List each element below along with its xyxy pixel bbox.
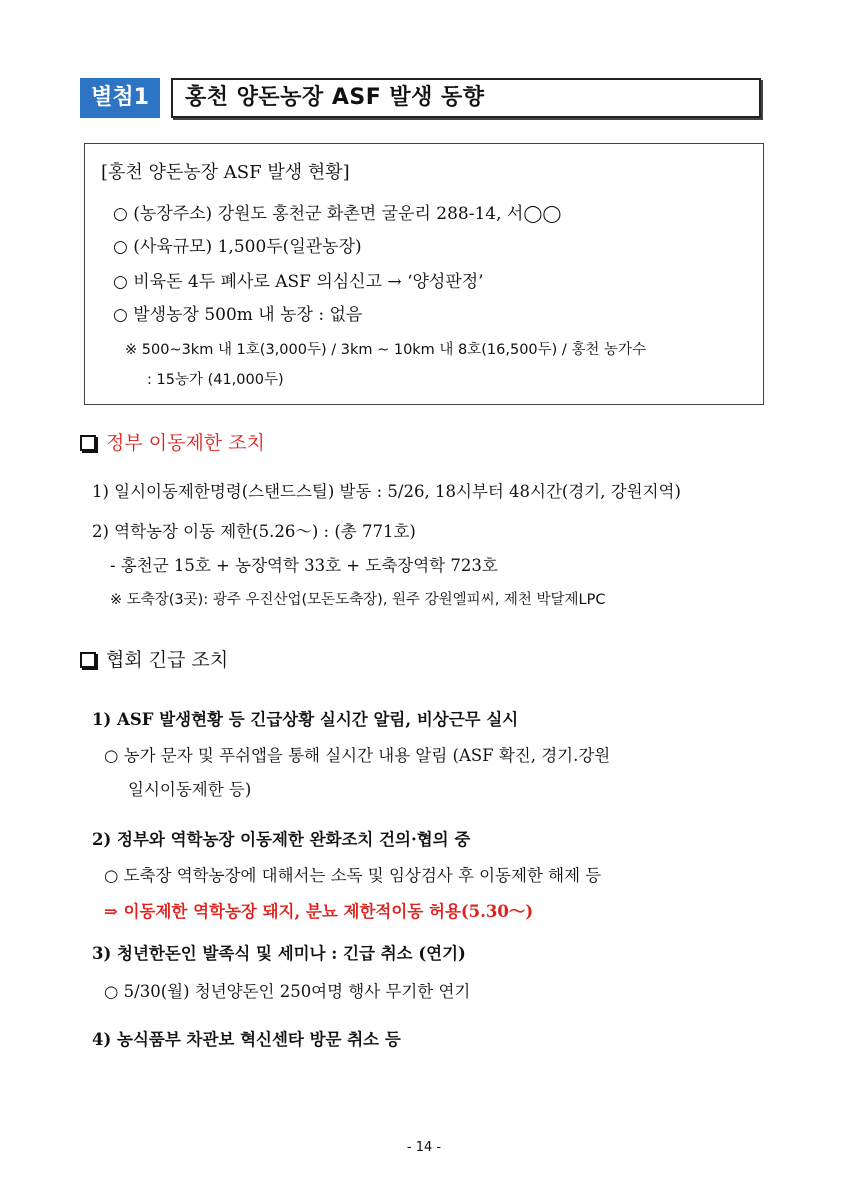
section-heading-government xyxy=(80,428,265,455)
association-item-1-line: ○ 농가 문자 및 푸쉬앱을 통해 실시간 내용 알림 (ASF 확진, 경기.강원 xyxy=(104,746,611,765)
summary-box xyxy=(84,143,764,405)
checkbox-square-icon xyxy=(80,652,96,668)
association-item-3-title: 3) 청년한돈인 발족식 및 세미나 : 긴급 취소 (연기) xyxy=(92,944,466,963)
slaughterhouse-note: ※ 도축장(3곳): 광주 우진산업(모돈도축장), 원주 강원엘피씨, 제천 박달제LPC xyxy=(110,592,606,608)
association-item-2-title: 2) 정부와 역학농장 이동제한 완화조치 건의·협의 중 xyxy=(92,830,471,849)
summary-item: ○ 발생농장 500m 내 농장 : 없음 xyxy=(113,305,363,325)
page-title: 홍천 양돈농장 ASF 발생 동향 xyxy=(185,85,485,110)
government-measure-2-detail: - 홍천군 15호 + 농장역학 33호 + 도축장역학 723호 xyxy=(110,556,498,575)
association-item-4-title: 4) 농식품부 차관보 혁신센타 방문 취소 등 xyxy=(92,1030,401,1049)
summary-item: ○ (사육규모) 1,500두(일관농장) xyxy=(113,237,362,257)
checkbox-square-icon xyxy=(80,435,96,451)
government-measure-2: 2) 역학농장 이동 제한(5.26～) : (총 771호) xyxy=(92,522,416,541)
association-item-1-title: 1) ASF 발생현황 등 긴급상황 실시간 알림, 비상근무 실시 xyxy=(92,710,519,729)
section-heading-association xyxy=(80,645,228,672)
page-number: - 14 - xyxy=(406,1140,442,1155)
association-item-2-highlight: ⇒ 이동제한 역학농장 돼지, 분뇨 제한적이동 허용(5.30～) xyxy=(104,902,534,921)
summary-heading: [홍천 양돈농장 ASF 발생 현황] xyxy=(101,162,350,183)
attachment-tag: 별첨1 xyxy=(80,78,160,118)
summary-item: ○ (농장주소) 강원도 홍천군 화촌면 굴운리 288-14, 서◯◯ xyxy=(113,204,562,224)
title-box xyxy=(171,78,761,118)
section-heading-text: 정부 이동제한 조치 xyxy=(106,432,265,454)
section-heading-text: 협회 긴급 조치 xyxy=(106,649,229,671)
association-item-3-line: ○ 5/30(월) 청년양돈인 250여명 행사 무기한 연기 xyxy=(104,982,471,1001)
association-item-1-line-cont: 일시이동제한 등) xyxy=(128,780,252,799)
summary-note-cont: : 15농가 (41,000두) xyxy=(147,372,284,388)
summary-item: ○ 비육돈 4두 폐사로 ASF 의심신고 → ‘양성판정’ xyxy=(113,272,484,292)
association-item-2-line: ○ 도축장 역학농장에 대해서는 소독 및 임상검사 후 이동제한 해제 등 xyxy=(104,866,602,885)
summary-note: ※ 500~3km 내 1호(3,000두) / 3km ~ 10km 내 8호(16,500두) / 홍천 농가수 xyxy=(125,342,647,358)
government-measure-1: 1) 일시이동제한명령(스탠드스틸) 발동 : 5/26, 18시부터 48시간(경기, 강원지역) xyxy=(92,482,681,501)
